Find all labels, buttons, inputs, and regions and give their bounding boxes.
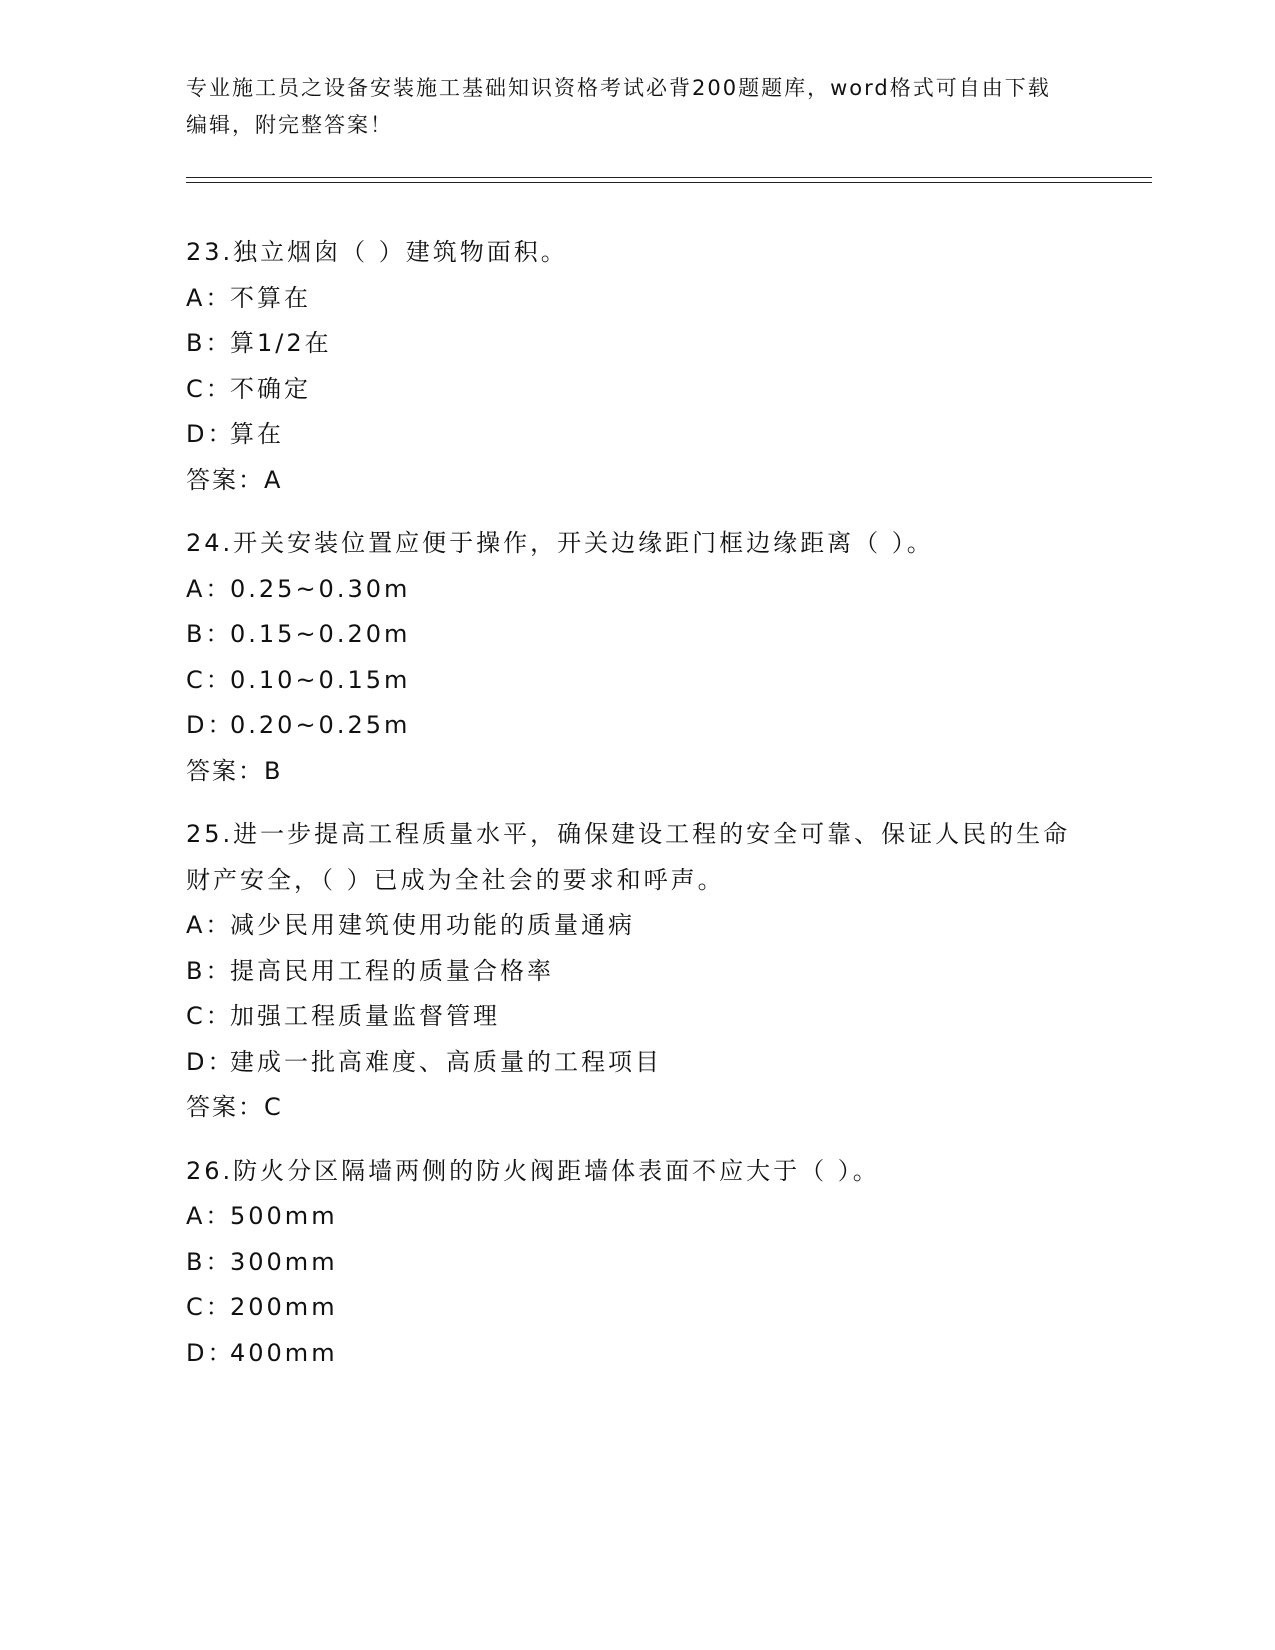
option-key: D： [186,420,235,448]
option-text: 0.20~0.25m [230,711,411,739]
option-d [186,412,1086,458]
question-text: 24.开关安装位置应便于操作，开关边缘距门框边缘距离（ ）。 [186,529,934,557]
option-key: A： [186,911,233,939]
option-text: 不确定 [230,374,311,403]
option-key: C： [186,1002,233,1030]
option-key: D： [186,1338,235,1367]
question-23 [186,230,1086,503]
option-key: D： [186,1047,235,1076]
option-text: 建成一批高难度、高质量的工程项目 [230,1047,662,1076]
header-divider-top [186,177,1152,178]
question-list [186,230,1086,1394]
option-c [186,1285,1086,1331]
option-key: C： [186,1293,233,1321]
option-b [186,949,1086,995]
option-a [186,567,1086,613]
option-c [186,994,1086,1040]
question-text: 25.进一步提高工程质量水平，确保建设工程的安全可靠、保证人民的生命财产安全，（ ）已成为全社会的要求和呼声。 [186,820,1071,894]
answer-line: 答案：C [186,1093,283,1121]
option-key: C： [186,665,233,694]
option-b [186,321,1086,367]
option-text: 500mm [230,1202,338,1230]
option-text: 400mm [230,1338,338,1367]
option-key: A： [186,1202,233,1230]
answer-line: 答案：B [186,756,283,785]
option-text: 200mm [230,1293,338,1321]
option-b [186,1240,1086,1286]
option-text: 提高民用工程的质量合格率 [230,956,554,985]
question-26 [186,1149,1086,1377]
option-text: 算在 [230,420,284,448]
option-c [186,367,1086,413]
option-d [186,703,1086,749]
option-a [186,276,1086,322]
option-c [186,658,1086,704]
option-d [186,1331,1086,1377]
option-key: B： [186,1247,233,1276]
option-text: 0.25~0.30m [230,574,411,603]
header-divider-bottom [186,182,1152,183]
option-text: 300mm [230,1247,338,1276]
option-text: 减少民用建筑使用功能的质量通病 [230,911,635,939]
option-a [186,1194,1086,1240]
option-text: 不算在 [230,283,311,312]
question-text: 26.防火分区隔墙两侧的防火阀距墙体表面不应大于（ ）。 [186,1156,880,1185]
question-24 [186,521,1086,794]
option-key: B： [186,329,233,357]
option-key: B： [186,956,233,985]
option-key: A： [186,283,233,312]
document-header: 专业施工员之设备安装施工基础知识资格考试必背200题题库，word格式可自由下载编辑，附完整答案！ [186,76,1051,137]
option-a [186,903,1086,949]
option-key: B： [186,620,233,648]
option-b [186,612,1086,658]
option-key: C： [186,374,233,403]
option-d [186,1040,1086,1086]
answer-line: 答案：A [186,465,283,494]
option-text: 0.10~0.15m [230,665,411,694]
option-text: 算1/2在 [230,329,332,357]
option-key: D： [186,711,235,739]
question-text: 23.独立烟囱（ ）建筑物面积。 [186,238,568,266]
question-25 [186,812,1086,1131]
option-text: 0.15~0.20m [230,620,411,648]
option-text: 加强工程质量监督管理 [230,1002,500,1030]
option-key: A： [186,574,233,603]
